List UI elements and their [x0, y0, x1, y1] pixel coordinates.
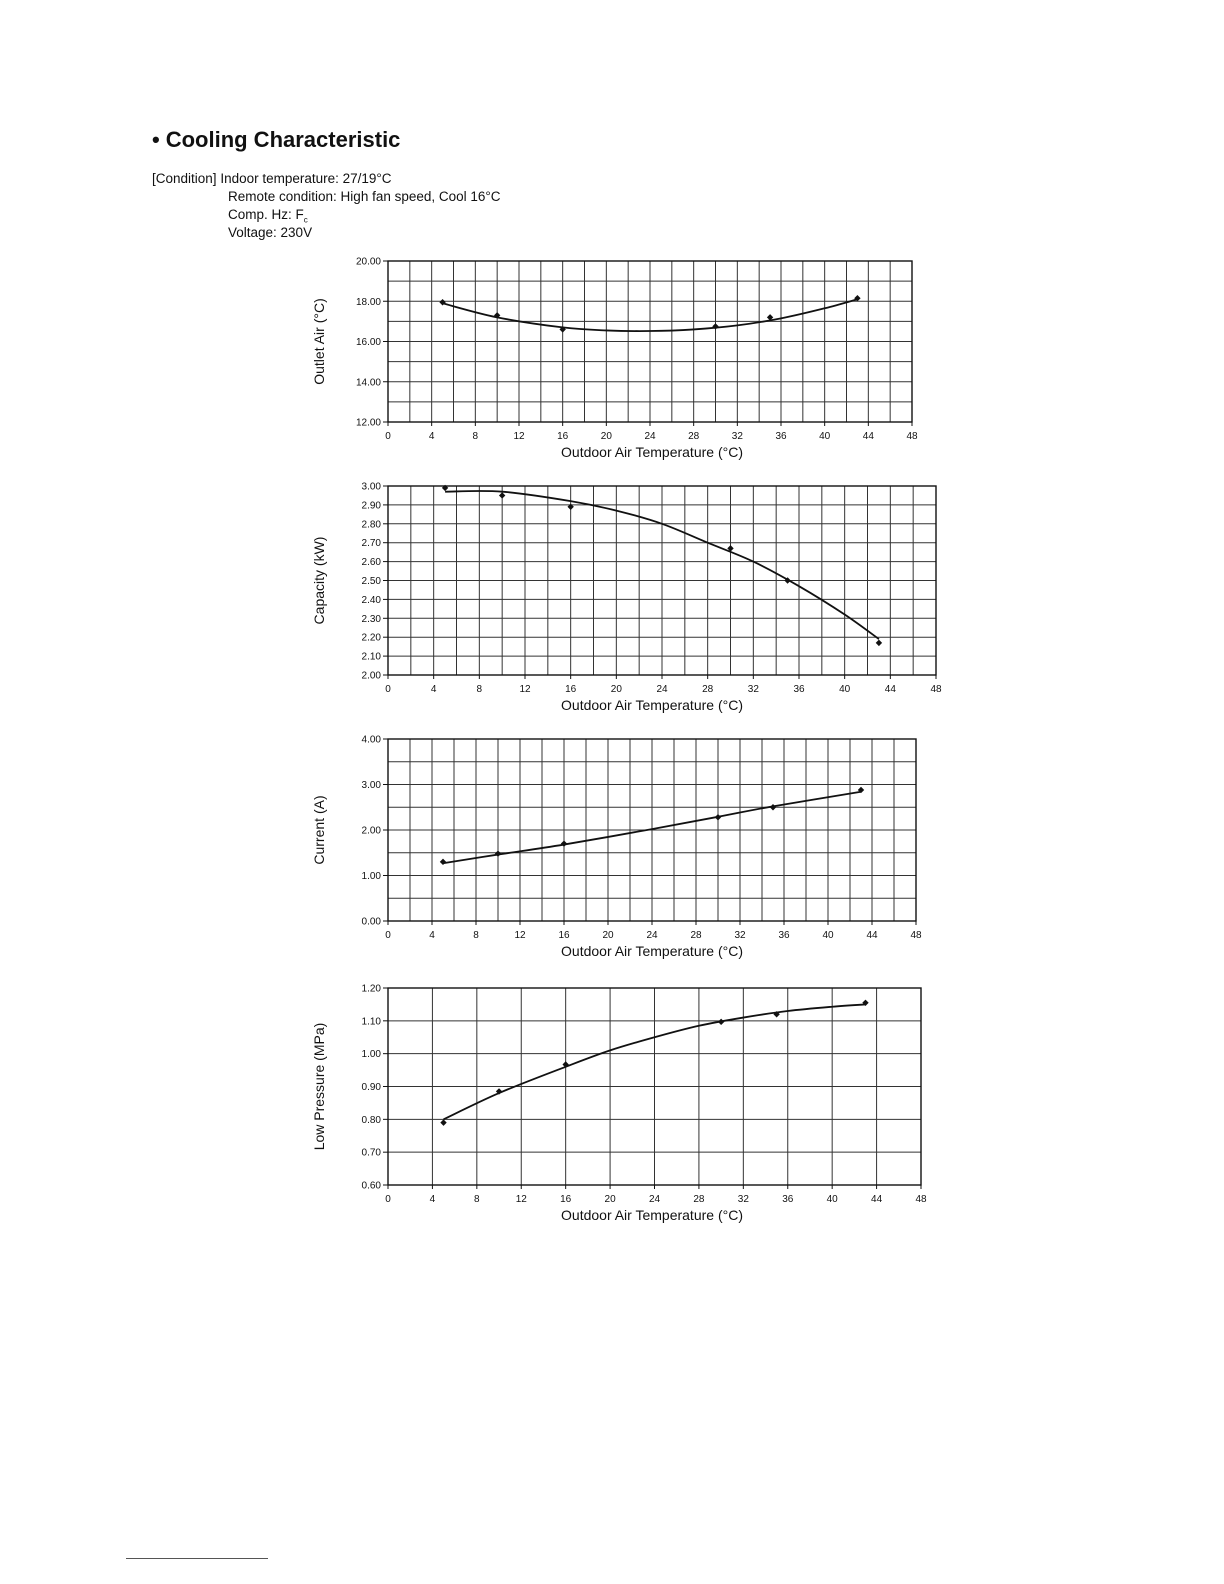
capacity-y-tick-label: 2.40 [361, 594, 381, 606]
capacity-x-tick-label: 32 [747, 684, 759, 695]
outlet-air-x-axis-title: Outdoor Air Temperature (°C) [561, 444, 743, 460]
capacity-x-tick-label: 48 [930, 684, 942, 695]
current-data-point [440, 859, 446, 865]
low-pressure-y-tick-label: 1.20 [361, 983, 381, 995]
comp-hz-label: Comp. Hz: F [228, 207, 304, 222]
capacity-x-tick-label: 0 [385, 684, 391, 695]
outlet-air-x-tick-label: 24 [644, 431, 656, 442]
low-pressure-x-tick-label: 8 [474, 1194, 480, 1205]
current-x-tick-label: 0 [385, 930, 391, 941]
current-x-axis-title: Outdoor Air Temperature (°C) [561, 943, 743, 959]
low-pressure-chart [311, 984, 927, 1224]
current-y-tick-label: 1.00 [361, 871, 381, 882]
current-y-axis-title: Current (A) [311, 795, 327, 865]
low-pressure-x-tick-label: 20 [604, 1194, 616, 1205]
outlet-air-x-tick-label: 4 [428, 431, 435, 442]
outlet-air-chart [311, 257, 918, 461]
low-pressure-x-tick-label: 28 [693, 1194, 705, 1205]
current-y-tick-label: 0.00 [361, 916, 381, 928]
low-pressure-x-tick-label: 4 [429, 1194, 436, 1205]
capacity-y-tick-label: 2.10 [361, 651, 381, 663]
outlet-air-x-tick-label: 36 [775, 431, 787, 442]
current-x-tick-label: 24 [646, 930, 658, 941]
capacity-y-tick-label: 2.50 [361, 576, 381, 587]
capacity-y-tick-label: 2.90 [361, 500, 381, 512]
capacity-y-tick-label: 2.00 [361, 670, 381, 682]
current-x-tick-label: 48 [910, 930, 922, 941]
footer-rule [126, 1558, 268, 1559]
outlet-air-y-tick-label: 20.00 [355, 256, 381, 268]
low-pressure-data-point [440, 1119, 446, 1125]
outlet-air-x-tick-label: 12 [513, 431, 525, 442]
capacity-data-point [499, 492, 505, 498]
current-x-tick-label: 12 [514, 930, 526, 941]
low-pressure-x-tick-label: 12 [515, 1194, 527, 1205]
condition-prefix: [Condition] [152, 171, 217, 186]
current-data-point [715, 814, 721, 820]
outlet-air-x-tick-label: 32 [731, 431, 743, 442]
current-y-tick-label: 4.00 [361, 734, 381, 746]
capacity-x-tick-label: 28 [702, 684, 714, 695]
capacity-x-tick-label: 8 [476, 684, 483, 695]
outlet-air-x-tick-label: 44 [862, 431, 874, 442]
outlet-air-x-tick-label: 40 [819, 431, 831, 442]
outlet-air-x-tick-label: 20 [600, 431, 612, 442]
low-pressure-y-tick-label: 0.90 [361, 1082, 381, 1093]
comp-hz-subscript: c [303, 215, 308, 225]
capacity-x-axis-title: Outdoor Air Temperature (°C) [561, 697, 743, 713]
outlet-air-y-tick-label: 14.00 [355, 377, 381, 389]
capacity-x-tick-label: 16 [565, 684, 577, 695]
outlet-air-x-tick-label: 16 [557, 431, 569, 442]
capacity-x-tick-label: 24 [656, 684, 668, 695]
low-pressure-y-tick-label: 1.00 [361, 1049, 381, 1061]
current-x-tick-label: 32 [734, 930, 746, 941]
current-x-tick-label: 36 [778, 930, 790, 941]
low-pressure-x-tick-label: 44 [871, 1194, 883, 1205]
current-y-tick-label: 2.00 [361, 825, 381, 837]
outlet-air-x-tick-label: 8 [472, 431, 479, 442]
current-y-tick-label: 3.00 [361, 780, 381, 791]
current-x-tick-label: 8 [473, 930, 479, 941]
capacity-y-tick-label: 3.00 [361, 481, 381, 493]
capacity-x-tick-label: 44 [884, 684, 896, 695]
capacity-data-point [876, 640, 882, 646]
current-x-tick-label: 40 [822, 930, 834, 941]
capacity-y-tick-label: 2.80 [361, 519, 381, 531]
current-x-tick-label: 16 [558, 930, 570, 941]
low-pressure-x-tick-label: 16 [560, 1194, 572, 1205]
current-x-tick-label: 44 [866, 930, 878, 941]
outlet-air-y-axis-title: Outlet Air (°C) [311, 298, 327, 385]
low-pressure-x-tick-label: 36 [782, 1194, 794, 1205]
current-chart [311, 735, 922, 960]
low-pressure-y-tick-label: 0.80 [361, 1114, 381, 1126]
capacity-y-tick-label: 2.30 [361, 613, 381, 625]
current-data-point [495, 850, 501, 856]
outlet-air-y-tick-label: 18.00 [355, 296, 381, 308]
capacity-chart [311, 482, 942, 714]
capacity-x-tick-label: 40 [839, 684, 851, 695]
low-pressure-y-tick-label: 1.10 [361, 1016, 381, 1028]
outlet-air-y-tick-label: 12.00 [355, 417, 381, 429]
current-data-point [561, 840, 567, 846]
condition-indoor: Indoor temperature: 27/19°C [220, 171, 392, 186]
outlet-air-x-tick-label: 28 [688, 431, 700, 442]
low-pressure-x-tick-label: 40 [826, 1194, 838, 1205]
current-x-tick-label: 4 [429, 930, 435, 941]
capacity-x-tick-label: 20 [610, 684, 622, 695]
condition-remote: Remote condition: High fan speed, Cool 16°C [228, 189, 501, 204]
capacity-y-tick-label: 2.60 [361, 557, 381, 569]
title-bullet: • [152, 127, 160, 152]
outlet-air-x-tick-label: 48 [906, 431, 918, 442]
outlet-air-x-tick-label: 0 [385, 431, 391, 442]
low-pressure-x-tick-label: 24 [648, 1194, 661, 1205]
current-x-tick-label: 28 [690, 930, 702, 941]
current-x-tick-label: 20 [602, 930, 614, 941]
low-pressure-x-tick-label: 48 [915, 1194, 927, 1205]
outlet-air-y-tick-label: 16.00 [355, 337, 381, 348]
current-data-point [770, 804, 776, 810]
low-pressure-y-axis-title: Low Pressure (MPa) [311, 1022, 327, 1151]
low-pressure-y-tick-label: 0.70 [361, 1147, 381, 1159]
capacity-x-tick-label: 12 [519, 684, 531, 695]
capacity-y-tick-label: 2.20 [361, 632, 381, 644]
low-pressure-x-tick-label: 0 [385, 1194, 391, 1205]
capacity-x-tick-label: 36 [793, 684, 805, 695]
title-text: Cooling Characteristic [165, 127, 401, 152]
low-pressure-x-axis-title: Outdoor Air Temperature (°C) [561, 1207, 743, 1223]
capacity-y-axis-title: Capacity (kW) [311, 536, 327, 625]
capacity-y-tick-label: 2.70 [361, 538, 381, 550]
low-pressure-x-tick-label: 32 [737, 1194, 749, 1205]
low-pressure-data-point [718, 1019, 724, 1025]
low-pressure-y-tick-label: 0.60 [361, 1180, 381, 1192]
capacity-x-tick-label: 4 [430, 684, 437, 695]
condition-voltage: Voltage: 230V [228, 225, 313, 240]
